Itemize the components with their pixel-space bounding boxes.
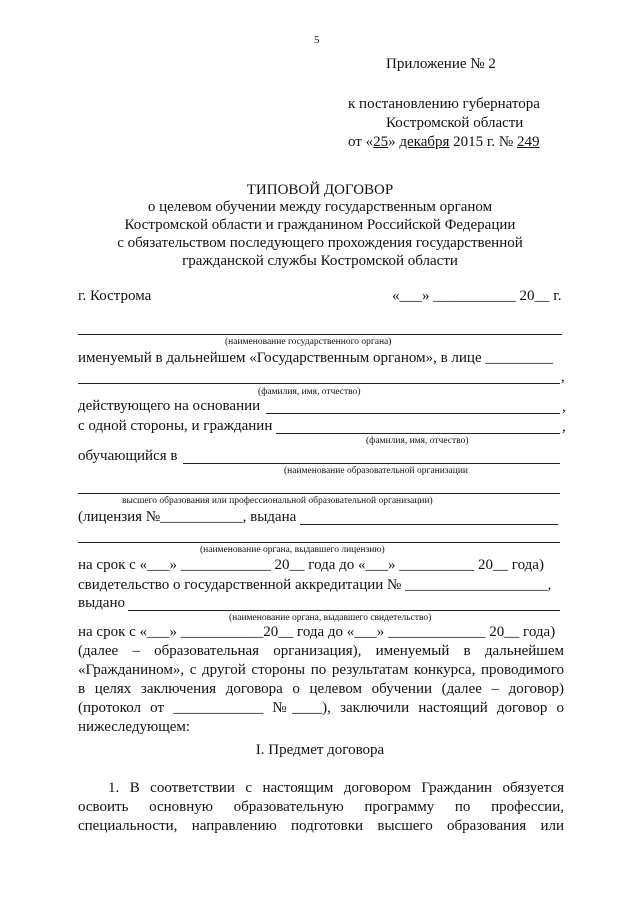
- hint-organ-name: (наименование государственного органа): [225, 337, 392, 347]
- section-1-heading: I. Предмет договора: [255, 742, 385, 758]
- issued-label: выдано: [78, 595, 125, 611]
- hint-fio-2: (фамилия, имя, отчество): [366, 436, 469, 446]
- paragraph-line-5: нижеследующем:: [78, 719, 191, 735]
- contract-date[interactable]: «___» ___________ 20__ г.: [392, 288, 562, 304]
- cert-term-line: на срок с «___» ___________20__ года до «___» _____________ 20__ года): [78, 624, 556, 640]
- section-1-line-1: 1. В соответствии с настоящим договором Гражданин обязуется: [108, 780, 564, 796]
- appendix-line-1: к постановлению губернатора: [348, 96, 540, 112]
- license-label: (лицензия №___________, выдана: [78, 509, 297, 525]
- paragraph-line-4: (протокол от ____________ №____), заключили настоящий договор о: [78, 700, 564, 716]
- appendix-date: от «25» декабря 2015 г. № 249: [348, 134, 540, 150]
- appendix-line-2: Костромской области: [386, 115, 524, 131]
- page-number: 5: [314, 34, 320, 46]
- hint-license-issuer: (наименование органа, выдавшего лицензию): [200, 545, 385, 555]
- appendix-title: Приложение № 2: [386, 56, 496, 72]
- acting-basis-field[interactable]: [266, 413, 560, 414]
- document-subtitle-4: гражданской службы Костромской области: [182, 253, 458, 269]
- organ-name-field[interactable]: [78, 334, 562, 335]
- hint-fio-1: (фамилия, имя, отчество): [258, 387, 361, 397]
- paragraph-line-1: (далее – образовательная организация), именуемый в дальнейшем: [78, 643, 564, 659]
- appendix-date-month: декабря: [399, 134, 450, 150]
- paragraph-line-3: в целях заключения договора о целевом обучении (далее – договор): [78, 681, 564, 697]
- hint-edu-org-2: высшего образования или профессиональной образовательной организации): [122, 496, 433, 506]
- accreditation-line: свидетельство о государственной аккредитации № ___________________,: [78, 577, 552, 593]
- section-1-line-2: освоить основную образовательную программу по профессии,: [78, 799, 564, 815]
- studying-at-label: обучающийся в: [78, 448, 178, 464]
- city: г. Кострома: [78, 288, 152, 304]
- document-subtitle-3: с обязательством последующего прохождения государственной: [117, 235, 523, 251]
- appendix-date-day: 25: [373, 134, 389, 150]
- license-issued-field[interactable]: [300, 524, 558, 525]
- license-issuer-field[interactable]: [78, 542, 560, 543]
- comma-2: ,: [562, 399, 566, 415]
- named-as-line: именуемый в дальнейшем «Государственным органом», в лице _________: [78, 350, 553, 366]
- cert-issuer-field[interactable]: [128, 610, 560, 611]
- edu-org-field[interactable]: [183, 463, 560, 464]
- hint-edu-org: (наименование образовательной организации: [284, 466, 469, 476]
- document-title: ТИПОВОЙ ДОГОВОР: [246, 182, 394, 198]
- hint-cert-issuer: (наименование органа, выдавшего свидетельство): [229, 613, 432, 623]
- comma-1: ,: [561, 369, 565, 385]
- license-term-line: на срок с «___» ____________ 20__ года до «___» __________ 20__ года): [78, 557, 544, 573]
- comma-3: ,: [562, 419, 566, 435]
- representative-field[interactable]: [78, 383, 560, 384]
- citizen-name-field[interactable]: [276, 433, 560, 434]
- paragraph-line-2: «Гражданином», с другой стороны по результатам конкурса, проводимого: [78, 662, 564, 678]
- citizen-label: с одной стороны, и гражданин: [78, 418, 273, 434]
- section-1-line-3: специальности, направлению подготовки высшего образования или: [78, 818, 564, 834]
- document-subtitle-2: Костромской области и гражданином Российской Федерации: [124, 217, 516, 233]
- document-subtitle-1: о целевом обучении между государственным органом: [147, 199, 493, 215]
- edu-org-field-2[interactable]: [78, 493, 560, 494]
- appendix-number: 249: [516, 134, 540, 150]
- acting-basis-label: действующего на основании: [78, 398, 261, 414]
